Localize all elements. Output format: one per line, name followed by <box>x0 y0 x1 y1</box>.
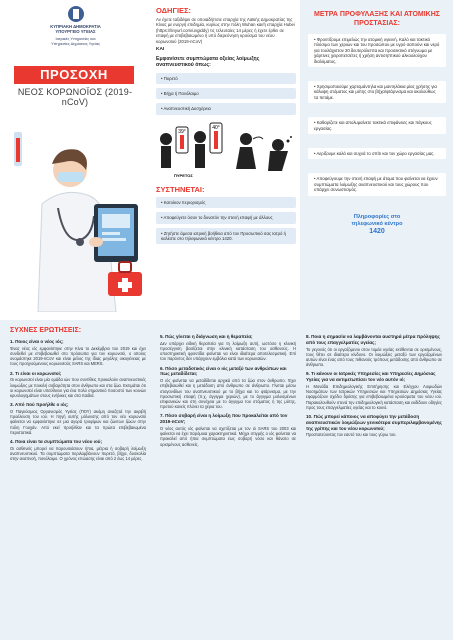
measure-3: Καθαρίζετε και απολυμαίνετε τακτικά επιφάνειες και πάγκους εργασίας. <box>314 120 432 131</box>
info-phone: 1420 <box>369 227 385 235</box>
faq-q4: 4. Ποια είναι τα συμπτώματα του νέου ιού; <box>10 439 102 445</box>
faq-q9: 9. Τι κάνουν οι Ιατρικές Υπηρεσίες και Υπηρεσίες Δημόσιας Υγείας για να αντιμετωπίσει τον νέο αυτόν ιό; <box>306 371 436 383</box>
faq-q7: 7. Πόσο σοβαρή είναι η λοίμωξη που προκαλείται από τον 2019-nCoV; <box>160 413 288 425</box>
faq-q1: 1. Ποιος είναι ο νέος ιός; <box>10 339 64 344</box>
faq-a10: Προστατεύοντας τον εαυτό του και τους γύρω του. <box>306 432 397 438</box>
guidelines-title: ΟΔΗΓΙΕΣ: <box>156 6 192 15</box>
measure-1: Φροντίζουμε επιμελώς την ατομική υγιεινή. Καλό και τακτικό πλύσιμο των χεριών και του προσώπου με υγρό σαπούνι και νερό για τουλάχιστον 20 δευτερόλεπτα και προσεκτικό στέγνωμα με χάρτινες χειροπετσέτες ή χρήση αντισηπτικού αλκοολούχου διαλύματος. <box>314 37 440 64</box>
faq-q10: 10. Πώς μπορεί κάποιος να αποφύγει την μετάδοση αναπνευστικών λοιμώξεων γενικότερα συμπεριλαμβανομένης της γρίπης και του νέου κορωνοϊού; <box>306 414 442 431</box>
guidelines-column <box>150 0 300 320</box>
recommendation-3: Ζητήστε άμεσα ιατρική βοήθεια από τον Προσωπικό σας Ιατρό ή καλέστε στο τηλεφωνικό κέντρο 1420. <box>161 230 287 241</box>
measures-column <box>300 0 453 320</box>
ministry-block <box>28 6 123 46</box>
faq-q2: 2. Τι είναι οι κορωνοϊοί; <box>10 370 62 376</box>
list-item: • Χρησιμοποιούμε χαρτομάντηλα και μαντηλάκια μίας χρήσης για κάλυψη στόματος και μύτης στο βήχα/φτάρνισμα και ακολούθως τα πετάμε. <box>308 81 446 103</box>
faq-a3: Ο Παγκόσμιος Οργανισμός Υγείας (ΠΟΥ) ακόμη αναζητά την ακριβή προέλευση του ιού. Η πηγή αυτής μόλυνσης από τον νέο κορωνοϊό φαίνεται να εμφανίστηκε σε μια αγορά τροφίμων και ζώντων ζώων στην πόλη Γουχάν. Από εκεί προήλθαν και τα πρώτα επιβεβαιωμένα περιστατικά. <box>10 409 146 435</box>
temp-2-label: 40° <box>212 124 220 131</box>
symptom-2: Βήχα ή Πονόλαιμο <box>163 90 199 96</box>
faq-a1: Ένας νέος ιός εμφανίστηκε στην Κίνα το Δεκέμβριο του 2019 και έχει συνδεθεί με επιβεβαιωθεί στο πρόσωπα για τον κορωνοϊό, ο οποίος ονομάστηκε 2019-nCoV και είναι μέλος της ίδιας μεγάλης οικογένειας με τους προηγούμενους κορωνοϊούς SARS και MERS. <box>10 345 146 367</box>
faq-a5: Δεν υπάρχει ειδική θεραπεία για τη λοίμωξη αυτή, ωστόσο η κλινική προσέγγιση βασίζεται στην κλινική κατάσταση του ασθενούς. Η υποστηρικτική φροντίδα φαίνεται να είναι ιδιαίτερα αποτελεσματική. Επί του παρόντος δεν υπάρχουν εμβόλια κατά των κορωνοϊών. <box>160 340 296 362</box>
recommendation-1: Κατοίκον περιορισμός <box>163 199 206 205</box>
fever-label: ΠΥΡΕΤΟΣ <box>174 172 193 178</box>
recommendations-list <box>156 197 296 245</box>
guidelines-intro: Αν έχετε ταξιδέψει σε οποιαδήποτε επαρχία της Λαϊκής Δημοκρατίας της Κίνας με ενεργή επιδημία, κυρίως στην πόλη Wuhan και/ή επαρχία Hubei (https://tinyurl.com/ungiddy) τις τελευταίες 14 μέρες ή έχετε έρθει σε επαφή με επιβεβαιωμένο ή υπό διερεύνηση κρούσμα του νέου κορωνοϊού (2019-nCoV) <box>156 17 295 44</box>
list-item: • Αερίζουμε καλά και συχνά το σπίτι και τον χώρο εργασίας μας. <box>308 148 446 159</box>
measures-list <box>308 34 446 196</box>
recommendation-2: Αποφεύγετε όσον το δυνατόν την στενή επαφή με άλλους <box>163 215 273 221</box>
faq-column-1 <box>10 326 146 461</box>
info-block <box>308 214 446 235</box>
ministry-line1: ΚΥΠΡΙΑΚΗ ΔΗΜΟΚΡΑΤΙΑ <box>50 24 101 29</box>
measure-2: Χρησιμοποιούμε χαρτομάντηλα και μαντηλάκια μίας χρήσης για κάλυψη στόματος και μύτης στο βήχα/φτάρνισμα και ακολούθως τα πετάμε. <box>314 84 437 100</box>
faq-a8: Το γεγονός ότι οι εργαζόμενοι στον τομέα υγείας εκτίθενται σε ορισμένους, τους θέτει σε ιδιαίτερο κίνδυνο. Οι λοιμώξεις μεταξύ των εργαζομένων αυτών είναι ένας από τους πιθανούς τρόπους μετάδοσης από άνθρωπο σε άνθρωπο. <box>306 346 442 368</box>
page-subtitle: ΝΕΟΣ ΚΟΡΩΝΟΪΟΣ (2019-nCoV) <box>17 87 133 107</box>
list-item: • Πυρετό <box>156 73 296 84</box>
ministry-line3: Ιατρικές Υπηρεσίες και <box>55 36 96 41</box>
faq-a9: Η Μονάδα Επιδημιολογικής Επιτήρησης και Ελέγχου Λοιμωδών Νοσημάτων των Ιατρικών Υπηρεσιών και Υπηρεσιών Δημόσιας Υγείας εφαρμόζουν σχέδιο δράσης για επιβεβαιωμένα κρούσματα του νέου ιού. Παρακολουθούν στενά την επιδημιολογική κατάσταση και εκδίδουν οδηγίες προς τους επαγγελματίες υγείας και το κοινό. <box>306 384 442 410</box>
list-item: • Ζητήστε άμεσα ιατρική βοήθεια από τον Προσωπικό σας Ιατρό ή καλέστε στο τηλεφωνικό κέντρο 1420. <box>156 228 296 245</box>
info-line-2: τηλεφωνικό κέντρο <box>351 220 403 227</box>
list-item: • Καθαρίζετε και απολυμαίνετε τακτικά επιφάνειες και πάγκους εργασίας. <box>308 117 446 134</box>
ministry-line2: ΥΠΟΥΡΓΕΙΟ ΥΓΕΙΑΣ <box>55 29 96 34</box>
faq-a6: Ο ιός φαίνεται να μεταδίδεται αρχικά από τα ζώα στον άνθρωπο. Έχει επιβεβαιωθεί και η μετάδοση από άνθρωπο σε άνθρωπο. Γίνεται μέσω σταγονιδίων του αναπνευστικού με το βήχα και το φτάρνισμα, με την προσωπική επαφή (π.χ. άγγιγμα χεριών), με το άγγιγμα μολυσμένων επιφανειών και στη συνέχεια με το άγγιγμα του στόματος ή της μύτης, προτού κανείς πλύνει τα χέρια του. <box>160 378 296 410</box>
cyprus-emblem-icon <box>68 6 84 22</box>
list-item: • Αναπνευστική Δυσχέρεια <box>156 103 296 114</box>
symptom-3: Αναπνευστική Δυσχέρεια <box>163 106 211 112</box>
header-column <box>0 0 150 320</box>
guidelines-and: ΚΑΙ <box>156 47 165 53</box>
measure-4: Αερίζουμε καλά και συχνά το σπίτι και τον χώρο εργασίας μας. <box>316 151 435 157</box>
ministry-line4: Υπηρεσίες Δημόσιας Υγείας <box>50 41 101 46</box>
list-item: • Βήχα ή Πονόλαιμο <box>156 88 296 99</box>
list-item: • Κατοίκον περιορισμός <box>156 197 296 208</box>
faq-column-3 <box>306 326 442 438</box>
measure-5: Αποφεύγουμε την στενή επαφή με άτομα που φαίνεται να έχουν συμπτώματα λοίμωξης αναπνευστικού και τους χώρους που υπάρχει συνωστισμός. <box>314 176 438 193</box>
recommend-title: ΣΥΣΤΗΝΕΤΑΙ: <box>156 184 205 194</box>
faq-q3: 3. Από πού προήλθε ο ιός; <box>10 402 69 408</box>
faq-q5: 5. Πώς γίνεται η διάγνωση και η θεραπεία; <box>160 334 253 339</box>
doctor-illustration <box>8 112 148 312</box>
measures-title: ΜΕΤΡΑ ΠΡΟΦΥΛΑΞΗΣ ΚΑΙ ΑΤΟΜΙΚΗΣ ΠΡΟΣΤΑΣΙΑΣ: <box>313 11 440 27</box>
symptoms-heading: Εμφανίσετε συμπτώματα οξείας λοίμωξης αναπνευστικού όπως: <box>156 55 260 69</box>
list-item: • Αποφεύγετε όσον το δυνατόν την στενή επαφή με άλλους <box>156 212 296 223</box>
info-line-1: Πληροφορίες στο <box>353 213 401 220</box>
faq-title: ΣΥΧΝΕΣ ΕΡΩΤΗΣΕΙΣ: <box>10 327 82 334</box>
symptom-1: Πυρετό <box>163 75 178 81</box>
page-title: ΠΡΟΣΟΧΗ <box>14 66 134 84</box>
faq-a2: Οι κορωνοϊοί είναι μία ομάδα ιών που συντίθεις προκαλούν αναπνευστικές λοιμώξεις με ποικιλή σοβαρότητα στον άνθρωπο και στα ζώα. Εκτιμάται ότι οι κορωνοϊοί είναι υπεύθυνοι για ένα πολύ σημαντικό ποσοστό των κοινών κρυολογημάτων στους ενήλικες και στα παιδιά. <box>10 377 146 399</box>
faq-q8: 8. Ποια η σημασία να λαμβάνονται αυστηρά μέτρα πρόληψης από τους επαγγελματίες υγείας; <box>306 334 440 345</box>
faq-q6: 6. Πόσο μεταδοτικός είναι ο ιός μεταξύ των ανθρώπων και πως μεταδίδεται; <box>160 365 287 377</box>
symptoms-illustration <box>156 119 296 181</box>
list-item: • Αποφεύγουμε την στενή επαφή με άτομα που φαίνεται να έχουν συμπτώματα λοίμωξης αναπνευστικού και τους χώρους που υπάρχει συνωστισμός. <box>308 173 446 195</box>
list-item: • Φροντίζουμε επιμελώς την ατομική υγιεινή. Καλό και τακτικό πλύσιμο των χεριών και του προσώπου με υγρό σαπούνι και νερό για τουλάχιστον 20 δευτερόλεπτα και προσεκτικό στέγνωμα με χάρτινες χειροπετσέτες ή χρήση αντισηπτικού αλκοολούχου διαλύματος. <box>308 34 446 67</box>
faq-a4: Οι ασθενείς μπορεί να παρουσιάσουν ήπια, μέτρια ή σοβαρή λοίμωξη αναπνευστικού. Τα συμπτώματα περιλαμβάνουν πυρετό, βήχα, δυσκολία στην αναπνοή, πονόλαιμο. Ο χρόνος επώασης είναι από 2 έως 14 μέρες. <box>10 445 146 462</box>
faq-a7: Ο νέος αυτός ιός φαίνεται να σχετίζεται με τον ιό SARS του 2003 και φαίνεται να έχει παρόμοια χαρακτηριστικά. Μέχρι στιγμής ο ιός φαίνεται να προκαλεί από ήπια συμπτώματα έως σοβαρή νόσο και θάνατο σε ορισμένους ασθενείς. <box>160 426 296 447</box>
symptoms-list <box>156 73 296 115</box>
faq-panel <box>0 320 453 640</box>
temp-1-label: 39° <box>178 128 186 135</box>
faq-column-2 <box>160 326 296 447</box>
